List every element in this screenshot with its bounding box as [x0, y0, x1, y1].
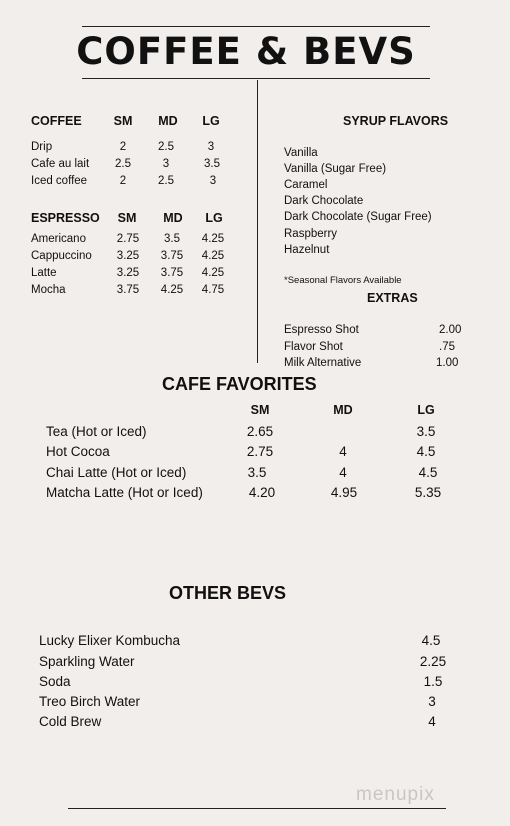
coffee-size-md: MD [158, 114, 178, 128]
coffee-size-lg: LG [202, 114, 220, 128]
item-name: Tea (Hot or Iced) [46, 424, 147, 439]
other-bevs-heading: OTHER BEVS [169, 583, 287, 603]
favorites-heading: CAFE FAVORITES [162, 374, 317, 394]
item-price: 1.00 [436, 357, 459, 369]
item-price: 4.5 [421, 633, 441, 648]
espresso-size-md: MD [163, 211, 183, 225]
price-md: 2.5 [158, 175, 174, 187]
extras-heading: EXTRAS [367, 291, 418, 305]
coffee-size-sm: SM [113, 114, 133, 128]
bottom-rule [68, 808, 446, 809]
list-item: Vanilla [284, 147, 318, 159]
price-lg: 4.25 [201, 267, 225, 279]
price-sm: 2.75 [246, 444, 274, 459]
item-name: Matcha Latte (Hot or Iced) [46, 485, 203, 500]
price-sm: 2.75 [116, 233, 140, 245]
espresso-size-lg: LG [205, 211, 223, 225]
item-name: Drip [31, 141, 53, 153]
item-name: Treo Birch Water [39, 694, 141, 709]
price-md: 4.25 [160, 284, 184, 296]
item-name: Cold Brew [39, 714, 102, 729]
item-price: 3 [428, 694, 436, 709]
item-name: Cappuccino [31, 250, 92, 262]
price-sm: 2.5 [115, 158, 131, 170]
price-sm: 3.25 [116, 267, 140, 279]
watermark: menupix [356, 784, 435, 805]
list-item: Caramel [284, 179, 328, 191]
list-item: Vanilla (Sugar Free) [284, 163, 387, 175]
price-md: 2.5 [158, 141, 174, 153]
item-name: Hot Cocoa [46, 444, 110, 459]
item-name: Lucky Elixer Kombucha [39, 633, 181, 648]
item-name: Americano [31, 233, 86, 245]
page-title: COFFEE & BEVS [76, 30, 416, 73]
price-md: 4 [339, 465, 347, 480]
favorites-size-lg: LG [417, 403, 435, 417]
item-name: Chai Latte (Hot or Iced) [46, 465, 187, 480]
price-lg: 3 [207, 141, 215, 153]
item-name: Soda [39, 674, 71, 689]
price-lg: 4.75 [201, 284, 225, 296]
coffee-heading: COFFEE [31, 114, 82, 128]
price-sm: 2 [119, 175, 127, 187]
price-md: 4 [339, 444, 347, 459]
price-sm: 2 [119, 141, 127, 153]
price-sm: 4.20 [248, 485, 276, 500]
item-price: .75 [439, 341, 455, 353]
column-divider [257, 80, 258, 363]
title-underline [82, 78, 430, 79]
item-price: 1.5 [423, 674, 443, 689]
price-md: 4.95 [330, 485, 358, 500]
item-name: Iced coffee [31, 175, 88, 187]
price-sm: 2.65 [246, 424, 274, 439]
item-name: Mocha [31, 284, 66, 296]
item-price: 2.00 [439, 324, 462, 336]
seasonal-note: *Seasonal Flavors Available [284, 275, 402, 286]
price-lg: 4.5 [418, 465, 438, 480]
price-lg: 3 [209, 175, 217, 187]
price-lg: 3.5 [416, 424, 436, 439]
item-name: Espresso Shot [284, 324, 359, 336]
item-price: 2.25 [419, 654, 447, 669]
item-name: Sparkling Water [39, 654, 135, 669]
price-sm: 3.5 [247, 465, 267, 480]
price-md: 3.75 [160, 267, 184, 279]
list-item: Dark Chocolate (Sugar Free) [284, 211, 432, 223]
favorites-size-sm: SM [250, 403, 270, 417]
price-sm: 3.75 [116, 284, 140, 296]
favorites-size-md: MD [333, 403, 353, 417]
price-md: 3 [162, 158, 170, 170]
syrup-heading: SYRUP FLAVORS [343, 114, 449, 128]
item-name: Milk Alternative [284, 357, 362, 369]
item-name: Flavor Shot [284, 341, 343, 353]
price-lg: 4.5 [416, 444, 436, 459]
list-item: Dark Chocolate [284, 195, 364, 207]
item-name: Latte [31, 267, 57, 279]
price-lg: 3.5 [204, 158, 220, 170]
price-lg: 5.35 [414, 485, 442, 500]
price-lg: 4.25 [201, 233, 225, 245]
price-lg: 4.25 [201, 250, 225, 262]
espresso-heading: ESPRESSO [31, 211, 100, 225]
list-item: Raspberry [284, 228, 338, 240]
price-md: 3.5 [164, 233, 180, 245]
item-name: Cafe au lait [31, 158, 90, 170]
price-sm: 3.25 [116, 250, 140, 262]
item-price: 4 [428, 714, 436, 729]
price-md: 3.75 [160, 250, 184, 262]
espresso-size-sm: SM [117, 211, 137, 225]
top-rule [82, 26, 430, 27]
list-item: Hazelnut [284, 244, 330, 256]
